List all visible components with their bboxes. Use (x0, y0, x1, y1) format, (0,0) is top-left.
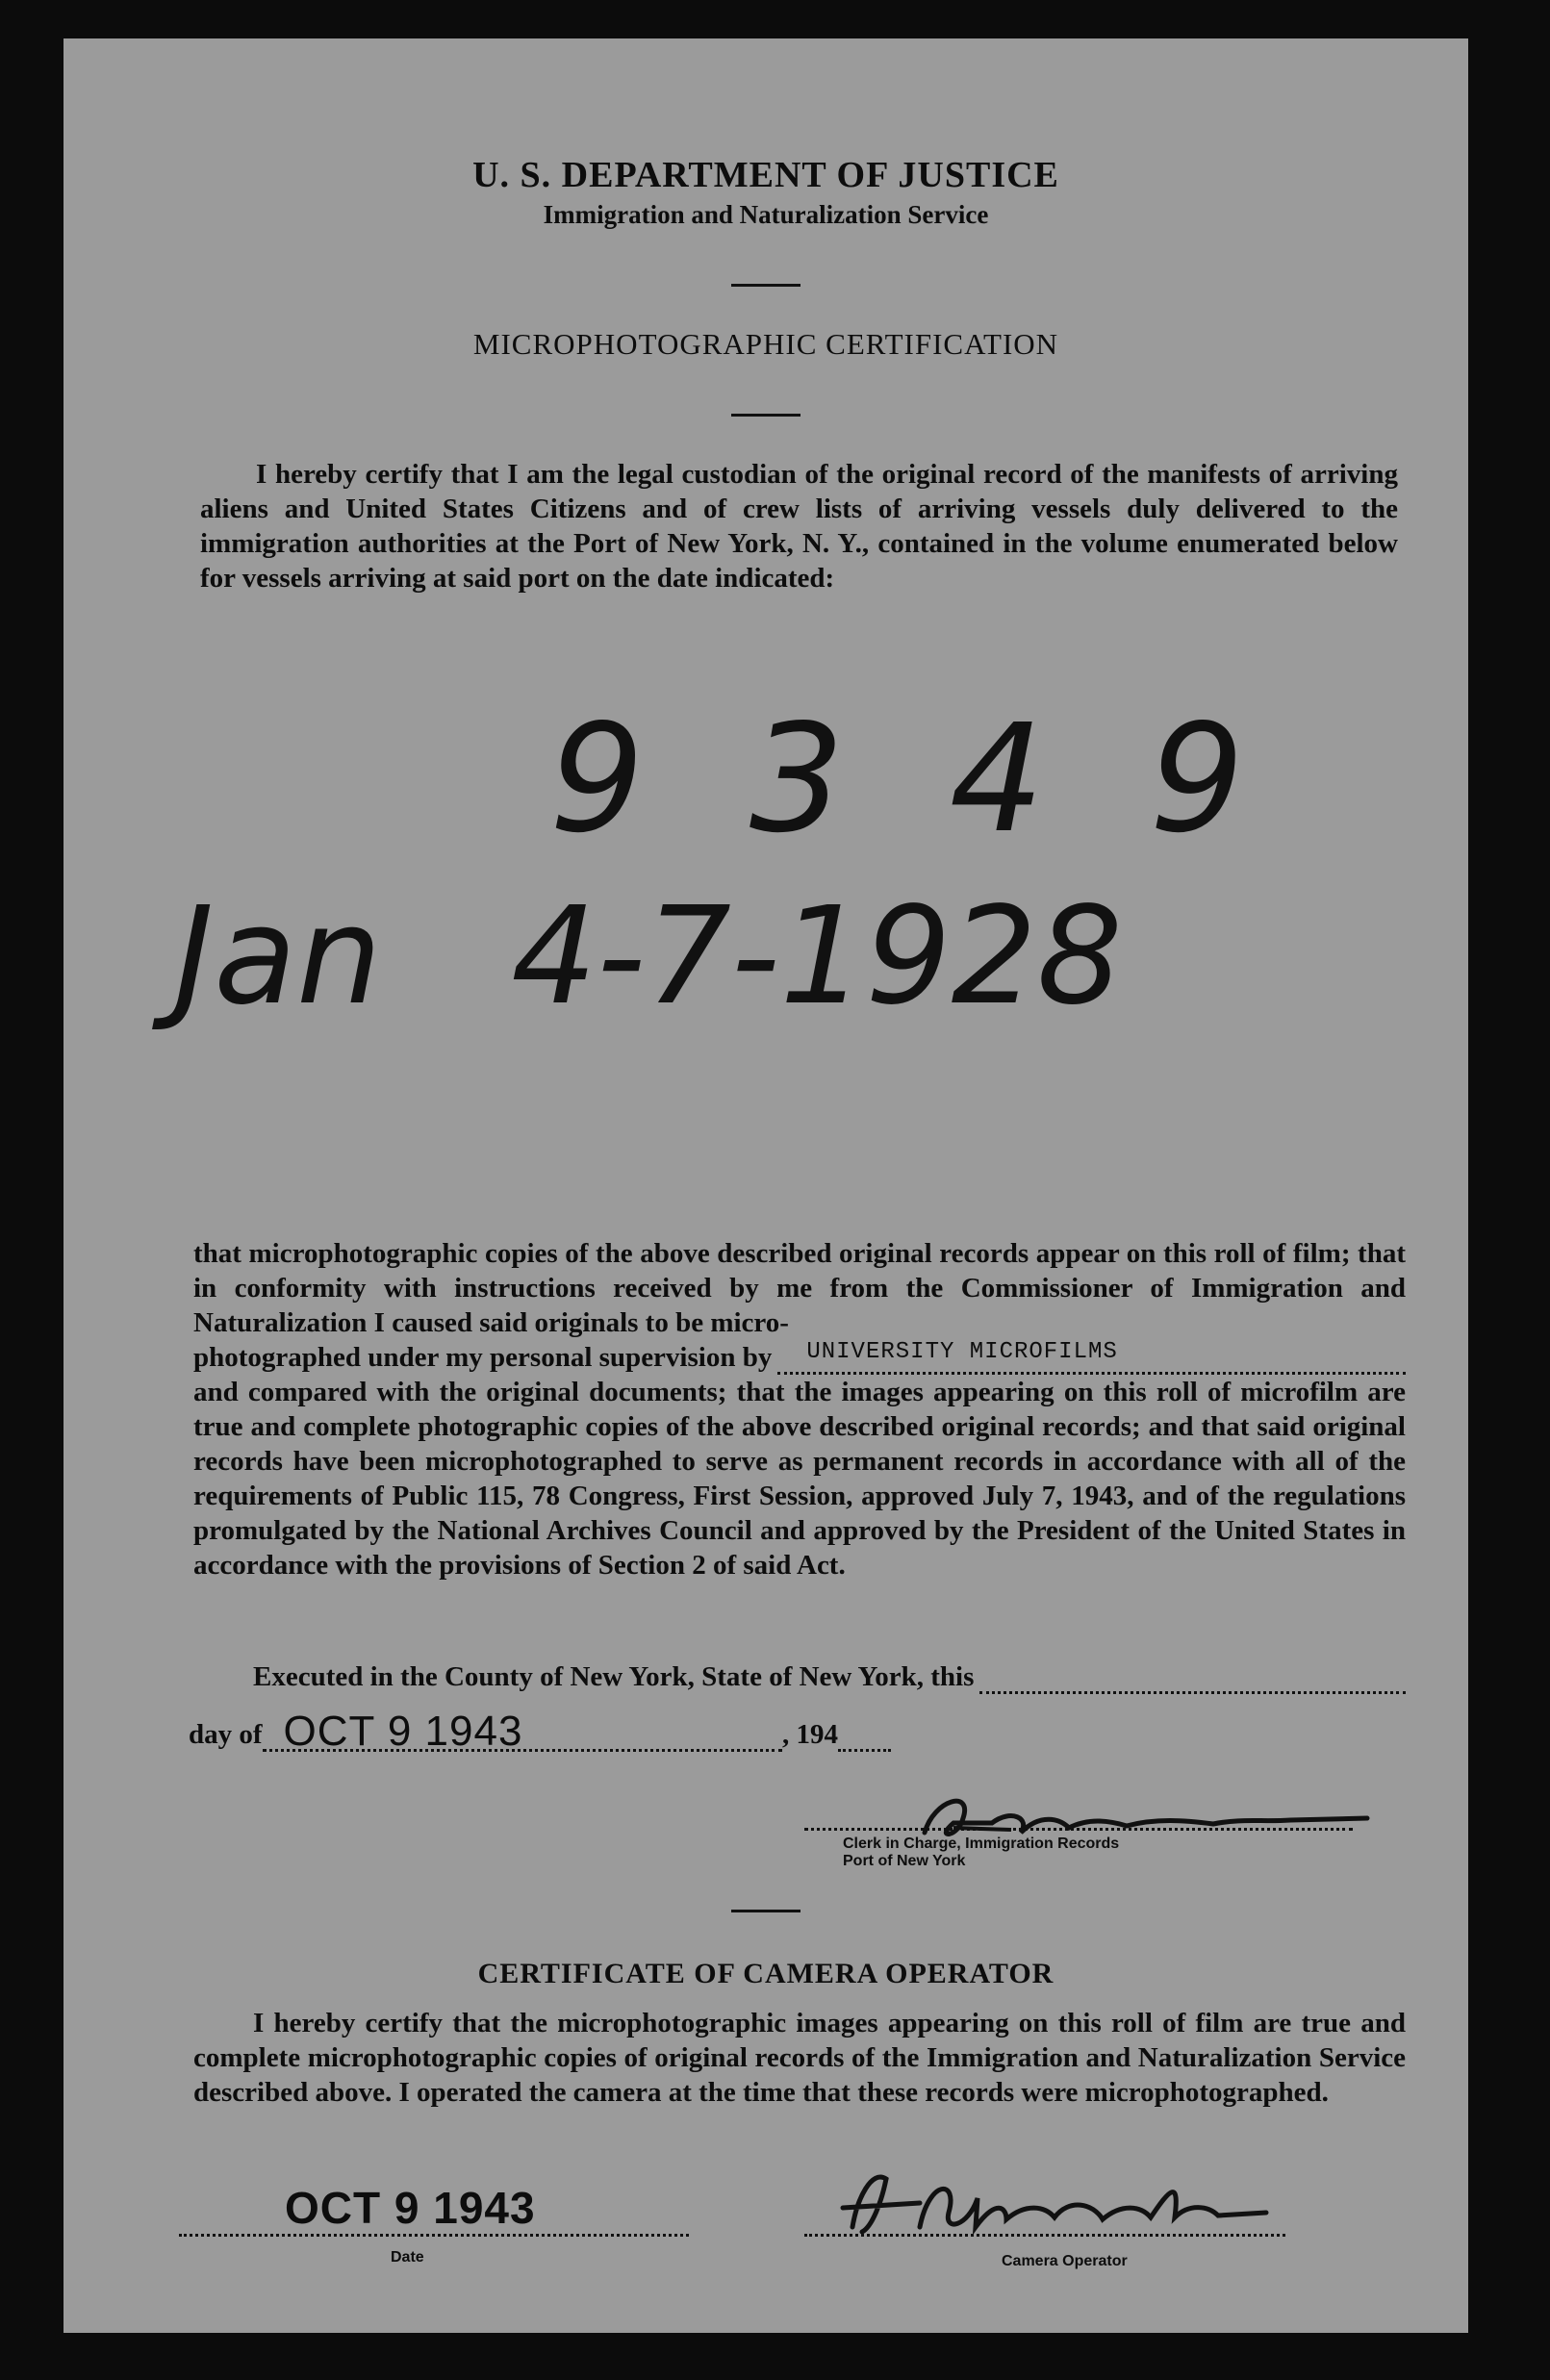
year-prefix: , 194 (782, 1719, 838, 1750)
clerk-title-line1: Clerk in Charge, Immigration Records (843, 1836, 1120, 1852)
camera-operator-line (804, 2234, 1285, 2237)
execution-date-stamp: OCT 9 1943 (283, 1708, 523, 1755)
camera-operator-label: Camera Operator (1002, 2253, 1128, 2269)
supervision-line (193, 1340, 1406, 1375)
day-of-line (189, 1708, 891, 1755)
supervisor-name: UNIVERSITY MICROFILMS (806, 1339, 1118, 1365)
body-part2: and compared with the original documents; that the images appearing on this roll of microfilm are true and complete photographic copies of the above described original records; and that said original records have been microphotographed to serve as permanent records in accordance with all of the requirements of Public 115, 78 Congress, First Session, approved July 7, 1943, and of the regulations promulgated by the National Archives Council and approved by the President of the United States in accordance with the provisions of Section 2 of said Act. (193, 1377, 1406, 1581)
certification-body (193, 1236, 1406, 1582)
year-field (838, 1722, 891, 1752)
camera-date-stamp: OCT 9 1943 (285, 2183, 536, 2233)
executed-day-field (979, 1664, 1406, 1694)
body-part1: that microphotographic copies of the above described original records appear on this roll of film; that in conformity with instructions received by me from the Commissioner of Immigration and Naturalization I caused said originals to be micro- (193, 1238, 1406, 1338)
supervision-prefix: photographed under my personal supervision by (193, 1342, 773, 1373)
supervisor-field (777, 1339, 1406, 1375)
certificate-page (64, 38, 1468, 2333)
camera-date-line (179, 2234, 689, 2237)
clerk-title-line2: Port of New York (843, 1853, 966, 1869)
handwritten-volume-number: 9 3 4 9 (549, 692, 1274, 866)
clerk-title (843, 1836, 1119, 1870)
camera-certificate-text: I hereby certify that the microphotographic images appearing on this roll of film are true and complete microphotographic copies of original records of the Immigration and Naturalization Service described above. I operated the camera at the time that these records were microphotographed. (193, 2008, 1406, 2108)
divider-top (731, 284, 800, 287)
day-of-label: day of (189, 1719, 263, 1750)
department-heading: U. S. DEPARTMENT OF JUSTICE (472, 155, 1059, 195)
clerk-signature-line (804, 1828, 1353, 1831)
service-subheading: Immigration and Naturalization Service (543, 200, 989, 229)
executed-line (253, 1659, 1406, 1694)
handwritten-date-range: Jan 4-7-1928 (174, 878, 1123, 1035)
camera-certificate-title: CERTIFICATE OF CAMERA OPERATOR (477, 1958, 1055, 1989)
camera-date-label: Date (391, 2249, 424, 2266)
divider-bottom (731, 1910, 800, 1912)
day-of-field (263, 1708, 782, 1755)
executed-text: Executed in the County of New York, State of New York, this (253, 1661, 975, 1692)
certification-title: MICROPHOTOGRAPHIC CERTIFICATION (472, 327, 1059, 361)
divider-under-title (731, 414, 800, 417)
certification-intro: I hereby certify that I am the legal custodian of the original record of the manifests of arriving aliens and United States Citizens and of crew lists of arriving vessels duly delivered to the immigration authorities at the Port of New York, N. Y., contained in the volume enumerated below for vessels arriving at said port on the date indicated: (200, 459, 1398, 594)
